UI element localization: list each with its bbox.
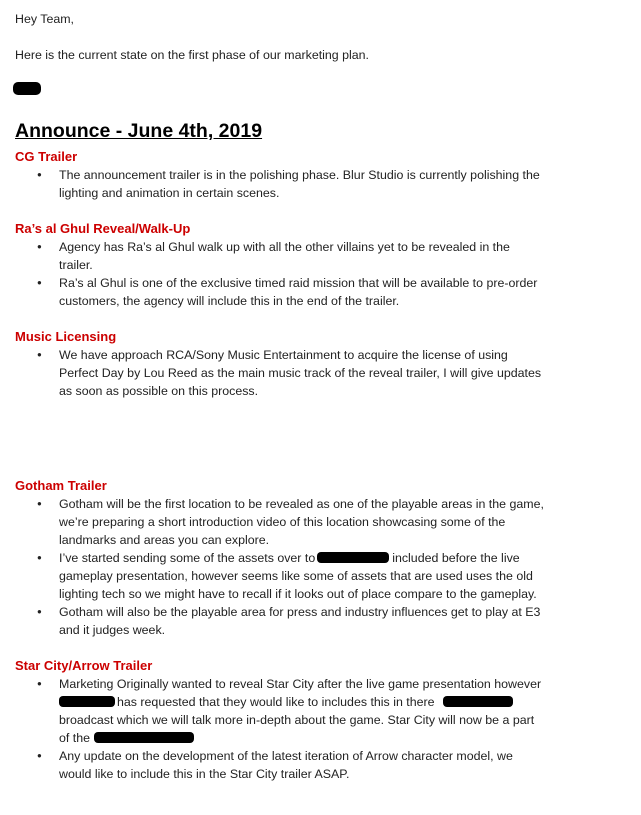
ras-al-ghul-list [33,238,593,310]
section-heading-ras-al-ghul: Ra’s al Ghul Reveal/Walk-Up [15,221,191,236]
list-item [33,495,593,549]
line: trailer. [59,258,93,272]
list-item [33,274,593,310]
list-item [33,549,593,603]
redaction-mark [13,82,41,95]
line: Ra’s al Ghul is one of the exclusive timed raid mission that will be available to pre-order [59,276,538,290]
line: Perfect Day by Lou Reed as the main music track of the reveal trailer, I will give updates [59,366,542,380]
line: Agency has Ra’s al Ghul walk up with all the other villains yet to be revealed in the [59,240,510,254]
redaction-mark [443,696,513,707]
line: broadcast which we will talk more in-depth about the game. Star City will now be a part [59,713,535,727]
section-heading-star-city-arrow: Star City/Arrow Trailer [15,658,153,673]
greeting: Hey Team, [15,12,74,26]
cg-trailer-list [33,166,593,202]
line: gameplay presentation, however seems like some of assets that are used uses the old [59,569,533,583]
redaction-mark [317,552,389,563]
line: landmarks and areas you can explore. [59,533,270,547]
redaction-mark [94,732,194,743]
section-heading-music-licensing: Music Licensing [15,329,117,344]
line: and it judges week. [59,623,166,637]
line: customers, the agency will include this in the end of the trailer. [59,294,400,308]
line: has requested that they would like to includes this in there [117,695,435,709]
music-licensing-list [33,346,593,400]
line: would like to include this in the Star City trailer ASAP. [59,767,350,781]
list-item [33,346,593,400]
page-title: Announce - June 4th, 2019 [15,120,263,142]
line: I’ve started sending some of the assets over to [59,551,316,565]
line: we’re preparing a short introduction video of this location showcasing some of the [59,515,506,529]
redaction-mark [59,696,115,707]
line: We have approach RCA/Sony Music Entertainment to acquire the license of using [59,348,508,362]
section-heading-gotham-trailer: Gotham Trailer [15,478,107,493]
star-city-list [33,675,593,783]
line: as soon as possible on this process. [59,384,259,398]
line: Gotham will also be the playable area for press and industry influences get to play at E3 [59,605,541,619]
line: Marketing Originally wanted to reveal Star City after the live game presentation however [59,677,542,691]
line: lighting tech so we might have to recall if it looks out of place compare to the gameplay. [59,587,537,601]
line: The announcement trailer is in the polishing phase. Blur Studio is currently polishing the [59,168,540,182]
line: lighting and animation in certain scenes. [59,186,280,200]
line: Gotham will be the first location to be revealed as one of the playable areas in the game, [59,497,544,511]
gotham-trailer-list [33,495,593,639]
line: Any update on the development of the latest iteration of Arrow character model, we [59,749,513,763]
intro-text: Here is the current state on the first phase of our marketing plan. [15,48,370,62]
line: of the [59,731,91,745]
list-item [33,238,593,274]
line: included before the live [392,551,520,565]
section-heading-cg-trailer: CG Trailer [15,149,78,164]
list-item [33,747,593,783]
list-item [33,166,593,202]
list-item [33,603,593,639]
list-item [33,675,593,747]
